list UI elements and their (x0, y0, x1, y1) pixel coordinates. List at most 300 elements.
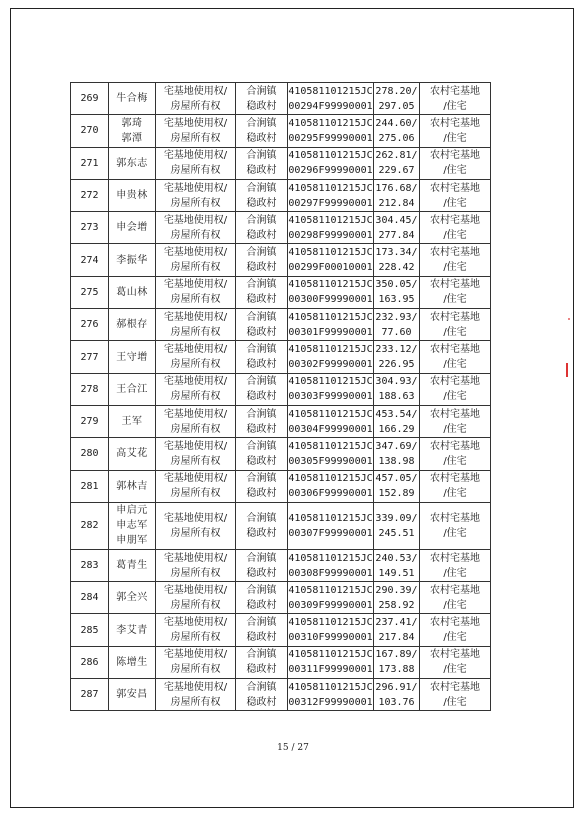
cell-owner-name-line: 郭林吉 (116, 480, 148, 492)
cell-area-line: 138.98 (378, 455, 415, 467)
cell-unit-code (288, 502, 374, 549)
cell-right-type (156, 115, 236, 147)
cell-unit-code-line: 410581101215JC (288, 117, 373, 129)
cell-owner-name (109, 341, 156, 373)
cell-owner-name-line: 郭东志 (116, 157, 148, 169)
cell-unit-code-line: 00307F99990001 (288, 527, 373, 539)
cell-location (236, 147, 288, 179)
cell-area-line: 275.06 (378, 132, 415, 144)
cell-owner-name-line: 王合江 (116, 383, 148, 395)
cell-owner-name (109, 83, 156, 115)
cell-unit-code-line: 00296F99990001 (288, 165, 373, 177)
cell-location (236, 549, 288, 581)
cell-location (236, 341, 288, 373)
cell-location (236, 276, 288, 308)
cell-location (236, 179, 288, 211)
cell-area-line: 212.84 (378, 197, 415, 209)
table-row (71, 438, 491, 470)
cell-usage-line: /住宅 (443, 359, 467, 371)
cell-location-line: 合涧镇 (246, 214, 277, 226)
cell-location-line: 合涧镇 (246, 117, 277, 129)
cell-number: 276 (71, 309, 109, 341)
cell-owner-name-line: 申启元 (116, 505, 148, 517)
cell-owner-name-line: 李振华 (116, 254, 148, 266)
cell-location-line: 合涧镇 (246, 85, 277, 97)
cell-unit-code (288, 212, 374, 244)
cell-unit-code-line: 00305F99990001 (288, 455, 373, 467)
cell-number: 277 (71, 341, 109, 373)
scan-mark (566, 363, 568, 377)
table-row (71, 276, 491, 308)
cell-usage-line: 农村宅基地 (430, 681, 480, 693)
cell-area-line: 453.54/ (375, 408, 418, 420)
cell-number: 270 (71, 115, 109, 147)
cell-unit-code (288, 470, 374, 502)
cell-right-type (156, 276, 236, 308)
cell-area-line: 245.51 (378, 527, 415, 539)
cell-usage-line: /住宅 (443, 423, 467, 435)
cell-area-line: 229.67 (378, 165, 415, 177)
cell-unit-code-line: 00298F99990001 (288, 229, 373, 241)
cell-area-line: 103.76 (378, 696, 415, 708)
cell-location-line: 合涧镇 (246, 279, 277, 291)
cell-number: 280 (71, 438, 109, 470)
cell-area (374, 309, 420, 341)
cell-unit-code-line: 00311F99990001 (288, 664, 373, 676)
cell-unit-code-line: 00300F99990001 (288, 294, 373, 306)
table-row (71, 373, 491, 405)
cell-area-line: 152.89 (378, 488, 415, 500)
cell-right-type-line: 房屋所有权 (170, 359, 221, 371)
cell-right-type-line: 房屋所有权 (170, 326, 221, 338)
table-row (71, 83, 491, 115)
cell-unit-code (288, 309, 374, 341)
cell-number: 284 (71, 582, 109, 614)
cell-usage (420, 179, 491, 211)
cell-usage (420, 309, 491, 341)
cell-right-type-line: 宅基地使用权/ (163, 182, 228, 194)
cell-right-type-line: 宅基地使用权/ (163, 376, 228, 388)
cell-area-line: 163.95 (378, 294, 415, 306)
cell-location (236, 646, 288, 678)
cell-owner-name-line: 陈增生 (116, 656, 148, 668)
cell-unit-code (288, 582, 374, 614)
table-row (71, 115, 491, 147)
table-row (71, 405, 491, 437)
cell-area (374, 405, 420, 437)
cell-owner-name-line: 高艾花 (116, 448, 148, 460)
cell-location (236, 679, 288, 711)
cell-number: 285 (71, 614, 109, 646)
table-row (71, 179, 491, 211)
cell-owner-name (109, 405, 156, 437)
cell-unit-code-line: 410581101215JC (288, 408, 373, 420)
cell-right-type-line: 宅基地使用权/ (163, 117, 228, 129)
cell-usage (420, 502, 491, 549)
cell-location (236, 309, 288, 341)
cell-usage-line: 农村宅基地 (430, 584, 480, 596)
cell-location-line: 稳政村 (246, 488, 277, 500)
cell-usage-line: 农村宅基地 (430, 376, 480, 388)
cell-number: 286 (71, 646, 109, 678)
cell-location-line: 合涧镇 (246, 311, 277, 323)
cell-usage (420, 115, 491, 147)
cell-owner-name (109, 614, 156, 646)
cell-number: 274 (71, 244, 109, 276)
cell-usage-line: 农村宅基地 (430, 117, 480, 129)
cell-usage-line: 农村宅基地 (430, 649, 480, 661)
cell-location-line: 稳政村 (246, 100, 277, 112)
cell-location (236, 582, 288, 614)
cell-unit-code (288, 549, 374, 581)
cell-area-line: 240.53/ (375, 552, 418, 564)
cell-usage-line: 农村宅基地 (430, 552, 480, 564)
cell-unit-code (288, 83, 374, 115)
cell-unit-code-line: 410581101215JC (288, 214, 373, 226)
cell-area-line: 262.81/ (375, 150, 418, 162)
cell-right-type-line: 宅基地使用权/ (163, 584, 228, 596)
cell-location (236, 470, 288, 502)
table-row (71, 244, 491, 276)
cell-usage (420, 83, 491, 115)
cell-area (374, 276, 420, 308)
cell-right-type-line: 房屋所有权 (170, 132, 221, 144)
cell-unit-code-line: 410581101215JC (288, 440, 373, 452)
cell-location-line: 合涧镇 (246, 617, 277, 629)
cell-owner-name-line: 李艾青 (116, 624, 148, 636)
cell-area (374, 341, 420, 373)
cell-unit-code-line: 00294F99990001 (288, 100, 373, 112)
table-row (71, 341, 491, 373)
cell-right-type-line: 房屋所有权 (170, 229, 221, 241)
cell-area-line: 278.20/ (375, 85, 418, 97)
cell-unit-code (288, 646, 374, 678)
cell-unit-code-line: 410581101215JC (288, 344, 373, 356)
cell-location-line: 合涧镇 (246, 552, 277, 564)
cell-unit-code-line: 410581101215JC (288, 150, 373, 162)
cell-unit-code-line: 00301F99990001 (288, 326, 373, 338)
cell-right-type-line: 宅基地使用权/ (163, 617, 228, 629)
cell-area (374, 646, 420, 678)
cell-owner-name-line: 郭全兴 (116, 592, 148, 604)
cell-unit-code-line: 410581101215JC (288, 376, 373, 388)
cell-location-line: 稳政村 (246, 391, 277, 403)
cell-unit-code (288, 179, 374, 211)
cell-area-line: 304.45/ (375, 214, 418, 226)
cell-usage-line: 农村宅基地 (430, 150, 480, 162)
cell-unit-code (288, 373, 374, 405)
table-row (71, 646, 491, 678)
cell-location-line: 稳政村 (246, 165, 277, 177)
cell-owner-name (109, 549, 156, 581)
cell-usage (420, 405, 491, 437)
cell-usage (420, 614, 491, 646)
cell-owner-name (109, 212, 156, 244)
cell-number: 271 (71, 147, 109, 179)
cell-usage-line: /住宅 (443, 599, 467, 611)
cell-usage (420, 646, 491, 678)
table-row (71, 470, 491, 502)
cell-right-type-line: 宅基地使用权/ (163, 214, 228, 226)
cell-area (374, 147, 420, 179)
cell-right-type (156, 405, 236, 437)
cell-unit-code (288, 614, 374, 646)
cell-location (236, 438, 288, 470)
cell-usage-line: 农村宅基地 (430, 344, 480, 356)
cell-owner-name (109, 309, 156, 341)
cell-location-line: 稳政村 (246, 262, 277, 274)
cell-owner-name (109, 244, 156, 276)
cell-owner-name (109, 582, 156, 614)
cell-unit-code (288, 341, 374, 373)
cell-location (236, 373, 288, 405)
cell-usage-line: 农村宅基地 (430, 617, 480, 629)
cell-owner-name-line: 牛合梅 (116, 93, 148, 105)
cell-owner-name-line: 葛山林 (116, 286, 148, 298)
cell-usage-line: 农村宅基地 (430, 512, 480, 524)
cell-usage-line: 农村宅基地 (430, 182, 480, 194)
cell-number: 283 (71, 549, 109, 581)
cell-area-line: 457.05/ (375, 473, 418, 485)
cell-area-line: 77.60 (381, 326, 412, 338)
cell-unit-code-line: 00302F99990001 (288, 359, 373, 371)
cell-owner-name (109, 438, 156, 470)
cell-usage (420, 582, 491, 614)
cell-unit-code (288, 147, 374, 179)
cell-usage-line: 农村宅基地 (430, 85, 480, 97)
cell-right-type-line: 房屋所有权 (170, 391, 221, 403)
cell-owner-name-line: 申贵林 (116, 190, 148, 202)
cell-location-line: 合涧镇 (246, 408, 277, 420)
cell-location-line: 稳政村 (246, 359, 277, 371)
cell-number: 269 (71, 83, 109, 115)
table-row (71, 549, 491, 581)
cell-location-line: 稳政村 (246, 326, 277, 338)
table-row (71, 212, 491, 244)
cell-unit-code-line: 00306F99990001 (288, 488, 373, 500)
cell-usage (420, 244, 491, 276)
cell-unit-code-line: 410581101215JC (288, 279, 373, 291)
cell-area-line: 258.92 (378, 599, 415, 611)
cell-owner-name (109, 115, 156, 147)
cell-unit-code (288, 115, 374, 147)
cell-area-line: 217.84 (378, 632, 415, 644)
cell-right-type-line: 宅基地使用权/ (163, 344, 228, 356)
cell-usage (420, 341, 491, 373)
cell-unit-code (288, 438, 374, 470)
cell-location (236, 614, 288, 646)
table-row (71, 582, 491, 614)
cell-unit-code-line: 410581101215JC (288, 85, 373, 97)
cell-location-line: 合涧镇 (246, 584, 277, 596)
cell-location-line: 稳政村 (246, 423, 277, 435)
cell-area (374, 115, 420, 147)
cell-location-line: 合涧镇 (246, 681, 277, 693)
cell-owner-name (109, 679, 156, 711)
cell-location-line: 稳政村 (246, 599, 277, 611)
cell-area (374, 373, 420, 405)
cell-number: 282 (71, 502, 109, 549)
cell-location (236, 212, 288, 244)
cell-right-type (156, 244, 236, 276)
cell-right-type-line: 宅基地使用权/ (163, 311, 228, 323)
cell-unit-code-line: 410581101215JC (288, 552, 373, 564)
cell-right-type (156, 147, 236, 179)
cell-usage-line: /住宅 (443, 262, 467, 274)
cell-location-line: 稳政村 (246, 567, 277, 579)
cell-area (374, 502, 420, 549)
cell-location-line: 合涧镇 (246, 150, 277, 162)
table-row (71, 147, 491, 179)
cell-usage (420, 373, 491, 405)
cell-usage (420, 147, 491, 179)
cell-unit-code-line: 410581101215JC (288, 182, 373, 194)
cell-location (236, 83, 288, 115)
cell-usage (420, 276, 491, 308)
table-row (71, 614, 491, 646)
cell-right-type-line: 宅基地使用权/ (163, 681, 228, 693)
cell-unit-code-line: 410581101215JC (288, 512, 373, 524)
cell-unit-code-line: 00303F99990001 (288, 391, 373, 403)
cell-right-type-line: 房屋所有权 (170, 696, 221, 708)
cell-right-type-line: 房屋所有权 (170, 599, 221, 611)
cell-area (374, 244, 420, 276)
cell-right-type (156, 179, 236, 211)
cell-area (374, 83, 420, 115)
cell-right-type-line: 房屋所有权 (170, 197, 221, 209)
cell-location-line: 稳政村 (246, 455, 277, 467)
cell-right-type-line: 宅基地使用权/ (163, 85, 228, 97)
cell-area-line: 173.34/ (375, 247, 418, 259)
cell-right-type-line: 房屋所有权 (170, 165, 221, 177)
cell-owner-name (109, 373, 156, 405)
cell-usage-line: /住宅 (443, 326, 467, 338)
cell-right-type-line: 宅基地使用权/ (163, 440, 228, 452)
cell-location (236, 115, 288, 147)
cell-usage-line: /住宅 (443, 391, 467, 403)
cell-unit-code-line: 00310F99990001 (288, 632, 373, 644)
cell-usage-line: /住宅 (443, 455, 467, 467)
cell-right-type (156, 502, 236, 549)
cell-usage-line: /住宅 (443, 229, 467, 241)
cell-area-line: 176.68/ (375, 182, 418, 194)
cell-unit-code-line: 00299F00010001 (288, 262, 373, 274)
cell-area (374, 212, 420, 244)
cell-usage-line: /住宅 (443, 527, 467, 539)
cell-unit-code-line: 410581101215JC (288, 617, 373, 629)
cell-owner-name (109, 470, 156, 502)
cell-right-type-line: 宅基地使用权/ (163, 473, 228, 485)
cell-location-line: 合涧镇 (246, 344, 277, 356)
cell-area (374, 614, 420, 646)
cell-usage-line: 农村宅基地 (430, 247, 480, 259)
cell-unit-code-line: 410581101215JC (288, 681, 373, 693)
cell-location-line: 合涧镇 (246, 247, 277, 259)
cell-area-line: 277.84 (378, 229, 415, 241)
cell-usage (420, 549, 491, 581)
cell-right-type-line: 宅基地使用权/ (163, 512, 228, 524)
cell-location-line: 稳政村 (246, 664, 277, 676)
cell-unit-code-line: 410581101215JC (288, 247, 373, 259)
cell-owner-name-line: 郭潭 (121, 132, 143, 144)
cell-right-type-line: 房屋所有权 (170, 262, 221, 274)
cell-unit-code-line: 410581101215JC (288, 649, 373, 661)
cell-area-line: 233.12/ (375, 344, 418, 356)
cell-area-line: 228.42 (378, 262, 415, 274)
cell-location-line: 稳政村 (246, 632, 277, 644)
cell-right-type-line: 房屋所有权 (170, 527, 221, 539)
cell-usage-line: /住宅 (443, 165, 467, 177)
cell-location (236, 405, 288, 437)
cell-area-line: 304.93/ (375, 376, 418, 388)
cell-location-line: 合涧镇 (246, 473, 277, 485)
cell-unit-code-line: 410581101215JC (288, 584, 373, 596)
cell-location (236, 244, 288, 276)
cell-area-line: 347.69/ (375, 440, 418, 452)
cell-right-type-line: 宅基地使用权/ (163, 150, 228, 162)
cell-right-type-line: 房屋所有权 (170, 567, 221, 579)
cell-usage-line: /住宅 (443, 132, 467, 144)
cell-right-type-line: 房屋所有权 (170, 632, 221, 644)
cell-location-line: 合涧镇 (246, 512, 277, 524)
cell-usage-line: /住宅 (443, 100, 467, 112)
cell-right-type (156, 212, 236, 244)
cell-usage-line: /住宅 (443, 197, 467, 209)
cell-owner-name-line: 郭安昌 (116, 689, 148, 701)
cell-usage-line: 农村宅基地 (430, 311, 480, 323)
cell-location-line: 稳政村 (246, 132, 277, 144)
cell-number: 275 (71, 276, 109, 308)
cell-usage (420, 212, 491, 244)
cell-right-type (156, 83, 236, 115)
cell-location-line: 稳政村 (246, 197, 277, 209)
cell-owner-name-line: 葛青生 (116, 560, 148, 571)
cell-usage-line: /住宅 (443, 632, 467, 644)
cell-usage-line: /住宅 (443, 696, 467, 708)
page-number: 15 / 27 (277, 743, 309, 753)
cell-location-line: 稳政村 (246, 294, 277, 306)
cell-area-line: 188.63 (378, 391, 415, 403)
cell-area (374, 679, 420, 711)
cell-area-line: 237.41/ (375, 617, 418, 629)
cell-usage-line: /住宅 (443, 488, 467, 500)
cell-area (374, 470, 420, 502)
cell-number: 272 (71, 179, 109, 211)
cell-right-type (156, 438, 236, 470)
cell-right-type-line: 房屋所有权 (170, 294, 221, 306)
cell-area-line: 167.89/ (375, 649, 418, 661)
cell-location-line: 合涧镇 (246, 649, 277, 661)
cell-right-type-line: 房屋所有权 (170, 100, 221, 112)
cell-right-type (156, 341, 236, 373)
cell-usage-line: 农村宅基地 (430, 279, 480, 291)
cell-right-type (156, 614, 236, 646)
cell-area-line: 290.39/ (375, 584, 418, 596)
cell-owner-name-line: 郭琦 (121, 117, 143, 129)
cell-area-line: 232.93/ (375, 311, 418, 323)
cell-usage-line: /住宅 (443, 664, 467, 676)
cell-area-line: 166.29 (378, 423, 415, 435)
cell-unit-code-line: 00309F99990001 (288, 599, 373, 611)
cell-owner-name-line: 郝根存 (116, 319, 148, 331)
cell-owner-name (109, 179, 156, 211)
cell-usage (420, 470, 491, 502)
cell-usage-line: /住宅 (443, 294, 467, 306)
cell-location-line: 合涧镇 (246, 182, 277, 194)
cell-usage-line: 农村宅基地 (430, 473, 480, 485)
cell-unit-code (288, 405, 374, 437)
cell-area (374, 179, 420, 211)
